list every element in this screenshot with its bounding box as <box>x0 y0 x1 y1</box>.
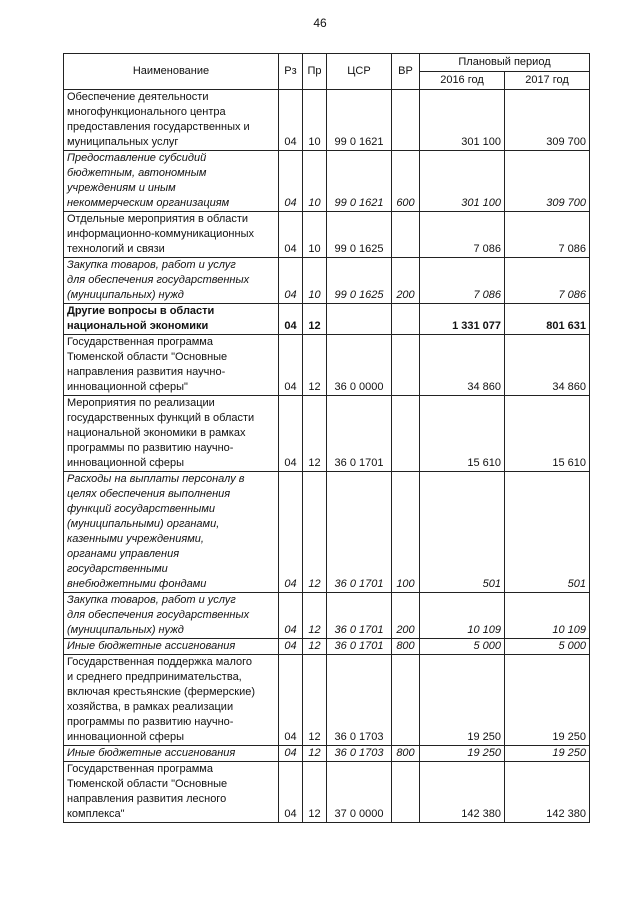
row-name <box>64 304 279 335</box>
row-vr: 800 <box>392 639 420 655</box>
row-amount-2016: 5 000 <box>420 639 505 655</box>
row-rz: 04 <box>279 304 303 335</box>
table-row <box>64 396 590 472</box>
row-name <box>64 396 279 472</box>
row-amount-2017: 15 610 <box>505 396 590 472</box>
row-pr: 10 <box>303 151 327 212</box>
row-amount-2016: 15 610 <box>420 396 505 472</box>
row-name <box>64 258 279 304</box>
row-name-line: (муниципальных) нужд <box>67 289 184 301</box>
row-name-line: Отдельные мероприятия в области <box>67 213 249 225</box>
row-name-line: инновационной сферы" <box>67 381 188 393</box>
row-amount-2016: 10 109 <box>420 593 505 639</box>
header-pr: Пр <box>303 54 327 90</box>
row-csr: 36 0 1703 <box>327 746 392 762</box>
row-amount-2017: 142 380 <box>505 762 590 823</box>
row-amount-2016: 301 100 <box>420 151 505 212</box>
header-plan-period: Плановый период <box>420 54 590 72</box>
row-rz: 04 <box>279 90 303 151</box>
row-name-line: Мероприятия по реализации <box>67 397 215 409</box>
table-row <box>64 472 590 593</box>
row-name <box>64 212 279 258</box>
row-name-line: комплекса" <box>67 808 125 820</box>
row-name-line: направления развития лесного <box>67 793 227 805</box>
header-year-2017: 2017 год <box>505 72 590 90</box>
row-pr: 12 <box>303 639 327 655</box>
page-number: 46 <box>313 16 327 30</box>
row-name-line: технологий и связи <box>67 243 165 255</box>
row-amount-2016: 7 086 <box>420 258 505 304</box>
row-name-line: национальной экономики в рамках <box>67 427 246 439</box>
row-name-line: внебюджетными фондами <box>67 578 207 590</box>
row-name-line: Обеспечение деятельности <box>67 91 209 103</box>
row-vr: 100 <box>392 472 420 593</box>
row-amount-2017: 7 086 <box>505 212 590 258</box>
row-vr <box>392 212 420 258</box>
header-year-2016: 2016 год <box>420 72 505 90</box>
table-row <box>64 639 590 655</box>
row-rz: 04 <box>279 258 303 304</box>
row-pr: 12 <box>303 335 327 396</box>
row-vr: 200 <box>392 593 420 639</box>
row-vr <box>392 655 420 746</box>
row-name-line: Иные бюджетные ассигнования <box>67 640 236 652</box>
row-name <box>64 639 279 655</box>
row-csr: 36 0 1701 <box>327 639 392 655</box>
row-name-line: Государственная поддержка малого <box>67 656 253 668</box>
table-row <box>64 258 590 304</box>
row-csr: 99 0 1621 <box>327 151 392 212</box>
row-csr: 36 0 0000 <box>327 335 392 396</box>
row-vr <box>392 90 420 151</box>
row-name-line: для обеспечения государственных <box>67 609 250 621</box>
row-pr: 10 <box>303 258 327 304</box>
header-rz: Рз <box>279 54 303 90</box>
row-name-line: хозяйства, в рамках реализации <box>67 701 234 713</box>
row-name-line: казенными учреждениями, <box>67 533 204 545</box>
row-name-line: некоммерческим организациям <box>67 197 230 209</box>
row-name-line: и среднего предпринимательства, <box>67 671 242 683</box>
header-vr: ВР <box>392 54 420 90</box>
table-row <box>64 90 590 151</box>
row-name-line: программы по развитию научно- <box>67 716 234 728</box>
row-pr: 12 <box>303 396 327 472</box>
row-csr: 99 0 1621 <box>327 90 392 151</box>
row-name <box>64 593 279 639</box>
row-name-line: Закупка товаров, работ и услуг <box>67 259 236 271</box>
row-name-line: инновационной сферы <box>67 457 184 469</box>
row-name-line: включая крестьянские (фермерские) <box>67 686 256 698</box>
row-amount-2017: 801 631 <box>505 304 590 335</box>
row-name-line: учреждениям и иным <box>67 182 176 194</box>
row-name-line: Иные бюджетные ассигнования <box>67 747 236 759</box>
row-name-line: Тюменской области "Основные <box>67 778 228 790</box>
row-vr <box>392 304 420 335</box>
row-name-line: Расходы на выплаты персоналу в <box>67 473 245 485</box>
row-csr <box>327 304 392 335</box>
row-name-line: Другие вопросы в области <box>67 305 215 317</box>
row-name <box>64 762 279 823</box>
row-vr: 200 <box>392 258 420 304</box>
budget-table <box>63 53 590 823</box>
row-pr: 12 <box>303 762 327 823</box>
row-amount-2016: 501 <box>420 472 505 593</box>
row-name-line: целях обеспечения выполнения <box>67 488 231 500</box>
row-name-line: предоставления государственных и <box>67 121 250 133</box>
row-name-line: Государственная программа <box>67 336 213 348</box>
row-amount-2016: 142 380 <box>420 762 505 823</box>
table-row <box>64 746 590 762</box>
row-name-line: многофункционального центра <box>67 106 226 118</box>
row-name-line: Государственная программа <box>67 763 213 775</box>
row-name-line: Закупка товаров, работ и услуг <box>67 594 236 606</box>
row-vr <box>392 335 420 396</box>
row-name <box>64 472 279 593</box>
row-amount-2017: 5 000 <box>505 639 590 655</box>
row-rz: 04 <box>279 396 303 472</box>
row-amount-2016: 7 086 <box>420 212 505 258</box>
row-rz: 04 <box>279 762 303 823</box>
row-vr: 600 <box>392 151 420 212</box>
row-csr: 37 0 0000 <box>327 762 392 823</box>
row-rz: 04 <box>279 655 303 746</box>
row-name-line: органами управления <box>67 548 180 560</box>
row-csr: 36 0 1701 <box>327 472 392 593</box>
row-name <box>64 655 279 746</box>
row-amount-2017: 10 109 <box>505 593 590 639</box>
row-name-line: бюджетным, автономным <box>67 167 207 179</box>
row-amount-2017: 309 700 <box>505 151 590 212</box>
row-name <box>64 335 279 396</box>
row-pr: 12 <box>303 472 327 593</box>
row-name-line: направления развития научно- <box>67 366 226 378</box>
table-row <box>64 335 590 396</box>
row-amount-2016: 19 250 <box>420 746 505 762</box>
row-name-line: (муниципальными) органами, <box>67 518 220 530</box>
table-row <box>64 151 590 212</box>
row-name-line: муниципальных услуг <box>67 136 179 148</box>
row-name-line: государственными <box>67 563 168 575</box>
table-body <box>64 90 590 823</box>
row-csr: 36 0 1703 <box>327 655 392 746</box>
row-rz: 04 <box>279 472 303 593</box>
header-name: Наименование <box>64 54 279 90</box>
row-rz: 04 <box>279 335 303 396</box>
row-name-line: функций государственными <box>67 503 216 515</box>
row-pr: 12 <box>303 655 327 746</box>
row-amount-2017: 501 <box>505 472 590 593</box>
row-amount-2017: 19 250 <box>505 746 590 762</box>
row-pr: 12 <box>303 304 327 335</box>
table-row <box>64 655 590 746</box>
row-vr <box>392 396 420 472</box>
row-rz: 04 <box>279 746 303 762</box>
table-row <box>64 593 590 639</box>
row-name-line: программы по развитию научно- <box>67 442 234 454</box>
row-pr: 12 <box>303 746 327 762</box>
row-name <box>64 90 279 151</box>
row-amount-2017: 309 700 <box>505 90 590 151</box>
row-amount-2017: 19 250 <box>505 655 590 746</box>
row-name <box>64 746 279 762</box>
row-name-line: Тюменской области "Основные <box>67 351 228 363</box>
row-name-line: государственных функций в области <box>67 412 255 424</box>
row-amount-2016: 1 331 077 <box>420 304 505 335</box>
row-amount-2016: 19 250 <box>420 655 505 746</box>
row-amount-2017: 7 086 <box>505 258 590 304</box>
row-rz: 04 <box>279 151 303 212</box>
row-pr: 10 <box>303 212 327 258</box>
row-name-line: для обеспечения государственных <box>67 274 250 286</box>
row-csr: 99 0 1625 <box>327 258 392 304</box>
row-amount-2016: 301 100 <box>420 90 505 151</box>
row-name <box>64 151 279 212</box>
row-name-line: Предоставление субсидий <box>67 152 207 164</box>
row-name-line: (муниципальных) нужд <box>67 624 184 636</box>
table-row <box>64 762 590 823</box>
row-name-line: инновационной сферы <box>67 731 184 743</box>
row-name-line: национальной экономики <box>67 320 209 332</box>
row-amount-2017: 34 860 <box>505 335 590 396</box>
header-csr: ЦСР <box>327 54 392 90</box>
row-pr: 10 <box>303 90 327 151</box>
row-amount-2016: 34 860 <box>420 335 505 396</box>
row-csr: 36 0 1701 <box>327 396 392 472</box>
row-vr: 800 <box>392 746 420 762</box>
row-csr: 36 0 1701 <box>327 593 392 639</box>
row-vr <box>392 762 420 823</box>
row-rz: 04 <box>279 639 303 655</box>
table-row <box>64 212 590 258</box>
row-csr: 99 0 1625 <box>327 212 392 258</box>
row-rz: 04 <box>279 593 303 639</box>
table-row <box>64 304 590 335</box>
row-rz: 04 <box>279 212 303 258</box>
row-name-line: информационно-коммуникационных <box>67 228 254 240</box>
row-pr: 12 <box>303 593 327 639</box>
